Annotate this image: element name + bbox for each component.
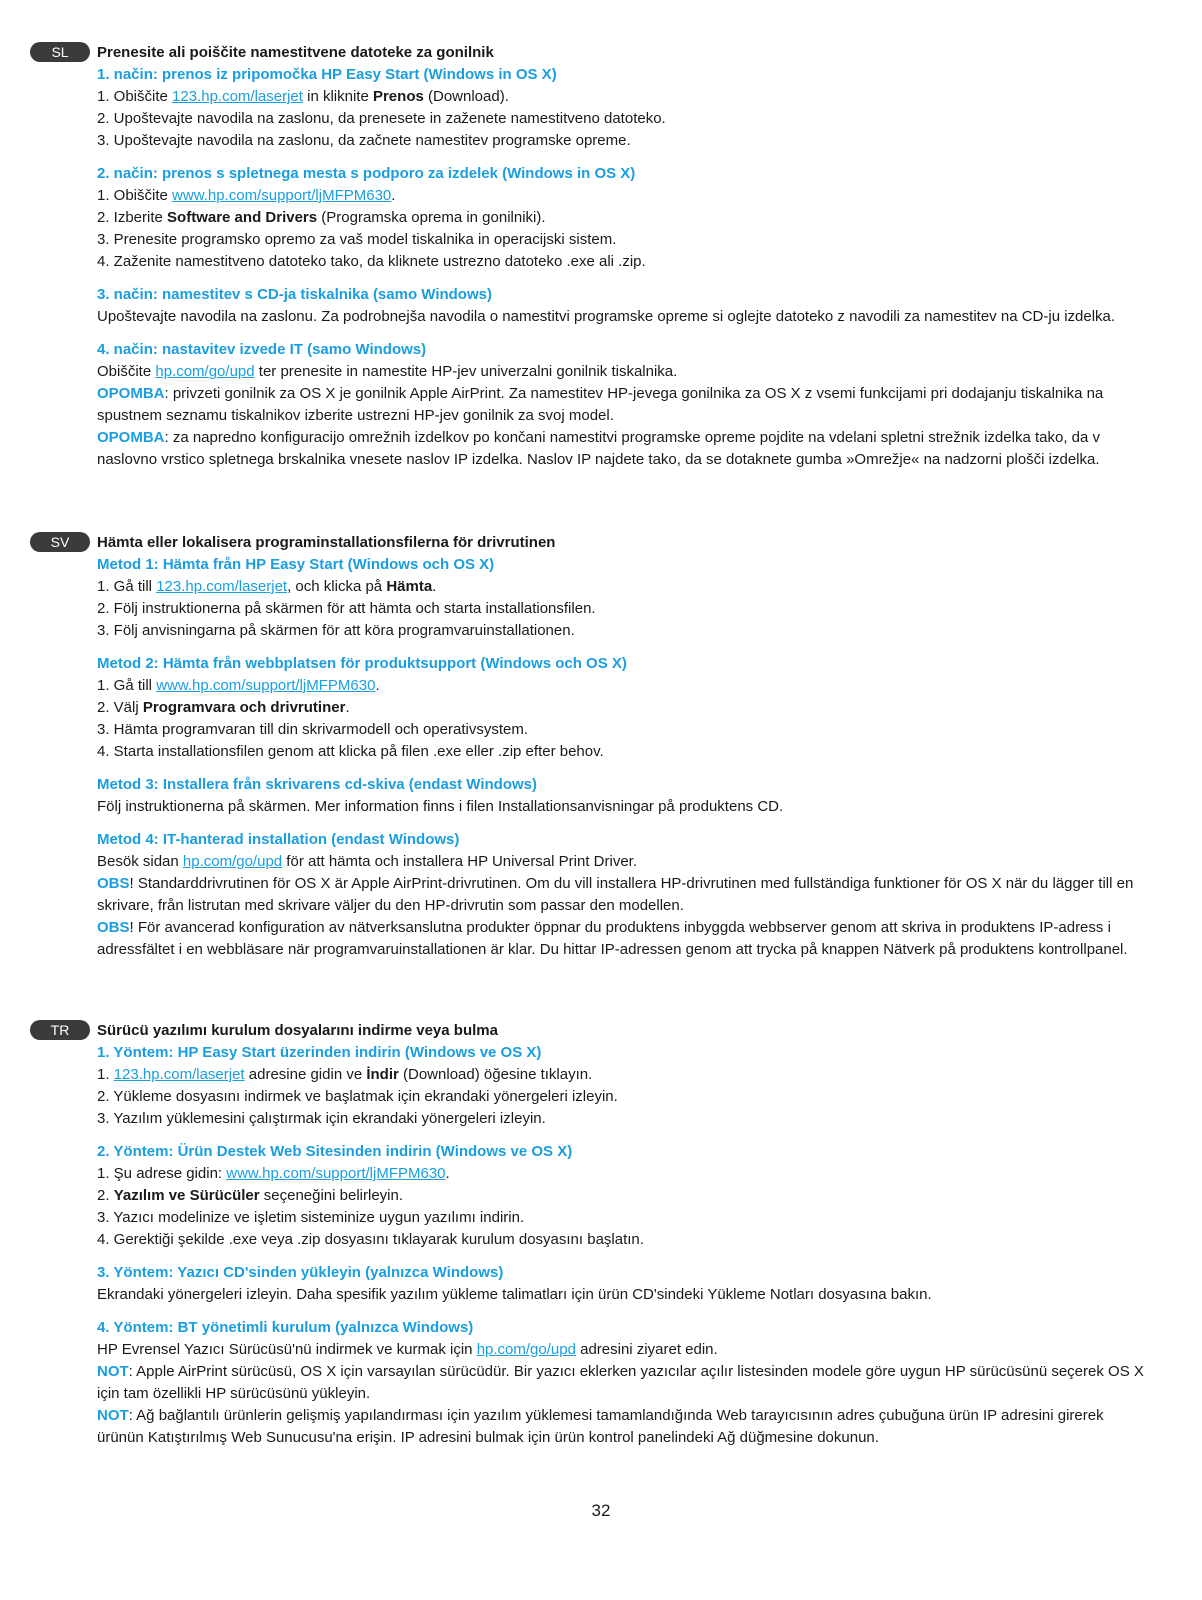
step: 1. Şu adrese gidin: www.hp.com/support/ljMFPM630.: [97, 1165, 450, 1182]
method-title: 4. Yöntem: BT yönetimli kurulum (yalnızca Windows): [97, 1319, 474, 1336]
section-heading: Sürücü yazılımı kurulum dosyalarını indirme veya bulma: [97, 1022, 498, 1039]
section-heading: Prenesite ali poiščite namestitvene datoteke za gonilnik: [97, 44, 494, 61]
paragraph: HP Evrensel Yazıcı Sürücüsü'nü indirmek ve kurmak için hp.com/go/upd adresini ziyaret edin.: [97, 1341, 718, 1358]
method-2: [97, 163, 1150, 273]
step: 3. Hämta programvaran till din skrivarmodell och operativsystem.: [97, 721, 528, 738]
language-badge: TR: [30, 1020, 90, 1040]
link[interactable]: 123.hp.com/laserjet: [172, 88, 303, 105]
note-label: OPOMBA: [97, 385, 165, 402]
note: OBS! Standarddrivrutinen för OS X är Apple AirPrint-drivrutinen. Om du vill installera HP-drivrutinen med fullständiga funktioner för OS X när du lägger till en skrivare, från listrutan med skrivare väljer du den HP-drivrutin som passar den modellen.: [97, 875, 1134, 914]
note-label: OBS: [97, 919, 130, 936]
section-heading: Hämta eller lokalisera programinstallationsfilerna för drivrutinen: [97, 534, 556, 551]
section-tr: [30, 1020, 1150, 1449]
note: OPOMBA: za napredno konfiguracijo omrežnih izdelkov po končani namestitvi programske opreme pojdite na vdelani spletni strežnik izdelka tako, da v naslovno vrstico spletnega brskalnika vnesete naslov IP izdelka. Naslov IP najdete tako, da se dotaknete gumba »Omrežje« na nadzorni plošči izdelka.: [97, 429, 1101, 468]
step: 2. Välj Programvara och drivrutiner.: [97, 699, 350, 716]
language-badge: SL: [30, 42, 90, 62]
step: 3. Följ anvisningarna på skärmen för att köra programvaruinstallationen.: [97, 622, 575, 639]
section-sl: [30, 42, 1150, 471]
step: 2. Yazılım ve Sürücüler seçeneğini belirleyin.: [97, 1187, 404, 1204]
link[interactable]: hp.com/go/upd: [182, 853, 283, 870]
method-1: [97, 554, 1150, 642]
method-title: Metod 3: Installera från skrivarens cd-skiva (endast Windows): [97, 776, 537, 793]
method-title: Metod 2: Hämta från webbplatsen för produktsupport (Windows och OS X): [97, 655, 627, 672]
method-3: [97, 284, 1150, 328]
note: OBS! För avancerad konfiguration av nätverksanslutna produkter öppnar du produktens inbyggda webbserver genom att skriva in produktens IP-adress i adressfältet i en webbläsare när programvaruinstallationen är klar. Du hittar IP-adressen genom att trycka på knappen Nätverk på produktens kontrollpanel.: [97, 919, 1128, 958]
note: NOT: Ağ bağlantılı ürünlerin gelişmiş yapılandırması için yazılım yüklemesi tamamlandığında Web tarayıcısının adres çubuğuna ürün IP adresini girerek ürünün Katıştırılmış Web Sunucusu'na erişin. IP adresini bulmak için ürün kontrol panelindeki Ağ düğmesine dokunun.: [97, 1407, 1104, 1446]
method-title: 1. način: prenos iz pripomočka HP Easy Start (Windows in OS X): [97, 66, 557, 83]
step: 2. Upoštevajte navodila na zaslonu, da prenesete in zaženete namestitveno datoteko.: [97, 110, 666, 127]
method-title: Metod 1: Hämta från HP Easy Start (Windows och OS X): [97, 556, 495, 573]
section-content: [97, 1020, 1150, 1449]
link[interactable]: hp.com/go/upd: [476, 1341, 576, 1358]
method-title: 1. Yöntem: HP Easy Start üzerinden indirin (Windows ve OS X): [97, 1044, 542, 1061]
step: 1. 123.hp.com/laserjet adresine gidin ve İndir (Download) öğesine tıklayın.: [97, 1066, 593, 1083]
paragraph: Ekrandaki yönergeleri izleyin. Daha spesifik yazılım yükleme talimatları için ürün CD'sindeki Yükleme Notları dosyasına bakın.: [97, 1286, 932, 1303]
link[interactable]: www.hp.com/support/ljMFPM630: [226, 1165, 446, 1182]
step: 4. Zaženite namestitveno datoteko tako, da kliknete ustrezno datoteko .exe ali .zip.: [97, 253, 646, 270]
link[interactable]: 123.hp.com/laserjet: [156, 578, 288, 595]
method-4: [97, 1317, 1150, 1449]
link[interactable]: 123.hp.com/laserjet: [113, 1066, 245, 1083]
step: 3. Yazıcı modelinize ve işletim sisteminize uygun yazılımı indirin.: [97, 1209, 525, 1226]
method-title: 2. Yöntem: Ürün Destek Web Sitesinden indirin (Windows ve OS X): [97, 1143, 573, 1160]
paragraph: Besök sidan hp.com/go/upd för att hämta och installera HP Universal Print Driver.: [97, 853, 637, 870]
paragraph: Upoštevajte navodila na zaslonu. Za podrobnejša navodila o namestitvi programske opreme si oglejte datoteko z navodili za namestitev na CD-ju izdelka.: [97, 308, 1116, 325]
note-label: OBS: [97, 875, 130, 892]
link[interactable]: hp.com/go/upd: [155, 363, 255, 380]
paragraph: Följ instruktionerna på skärmen. Mer information finns i filen Installationsanvisningar på produktens CD.: [97, 798, 784, 815]
method-title: 4. način: nastavitev izvede IT (samo Windows): [97, 341, 427, 358]
method-1: [97, 64, 1150, 152]
method-title: 2. način: prenos s spletnega mesta s podporo za izdelek (Windows in OS X): [97, 165, 636, 182]
step: 4. Gerektiği şekilde .exe veya .zip dosyasını tıklayarak kurulum dosyasını başlatın.: [97, 1231, 644, 1248]
step: 3. Upoštevajte navodila na zaslonu, da začnete namestitev programske opreme.: [97, 132, 631, 149]
note-label: OPOMBA: [97, 429, 165, 446]
section-content: [97, 532, 1150, 961]
page-number: 32: [591, 1501, 611, 1520]
note-label: NOT: [97, 1407, 129, 1424]
section-content: [97, 42, 1150, 471]
link[interactable]: www.hp.com/support/ljMFPM630: [156, 677, 376, 694]
step: 1. Obiščite www.hp.com/support/ljMFPM630.: [97, 187, 396, 204]
paragraph: Obiščite hp.com/go/upd ter prenesite in namestite HP-jev univerzalni gonilnik tiskalnika.: [97, 363, 678, 380]
method-1: [97, 1042, 1150, 1130]
method-title: 3. Yöntem: Yazıcı CD'sinden yükleyin (yalnızca Windows): [97, 1264, 504, 1281]
section-sv: [30, 532, 1150, 961]
method-2: [97, 1141, 1150, 1251]
method-title: Metod 4: IT-hanterad installation (endast Windows): [97, 831, 460, 848]
step: 1. Gå till www.hp.com/support/ljMFPM630.: [97, 677, 380, 694]
method-3: [97, 1262, 1150, 1306]
step: 2. Izberite Software and Drivers (Programska oprema in gonilniki).: [97, 209, 546, 226]
method-3: [97, 774, 1150, 818]
step: 1. Obiščite 123.hp.com/laserjet in kliknite Prenos (Download).: [97, 88, 509, 105]
step: 3. Yazılım yüklemesini çalıştırmak için ekrandaki yönergeleri izleyin.: [97, 1110, 546, 1127]
method-4: [97, 829, 1150, 961]
method-4: [97, 339, 1150, 471]
language-badge: SV: [30, 532, 90, 552]
link[interactable]: www.hp.com/support/ljMFPM630: [172, 187, 392, 204]
method-title: 3. način: namestitev s CD-ja tiskalnika (samo Windows): [97, 286, 492, 303]
step: 2. Yükleme dosyasını indirmek ve başlatmak için ekrandaki yönergeleri izleyin.: [97, 1088, 618, 1105]
note-label: NOT: [97, 1363, 129, 1380]
step: 4. Starta installationsfilen genom att klicka på filen .exe eller .zip efter behov.: [97, 743, 604, 760]
step: 1. Gå till 123.hp.com/laserjet, och klicka på Hämta.: [97, 578, 437, 595]
method-2: [97, 653, 1150, 763]
step: 2. Följ instruktionerna på skärmen för att hämta och starta installationsfilen.: [97, 600, 596, 617]
note: OPOMBA: privzeti gonilnik za OS X je gonilnik Apple AirPrint. Za namestitev HP-jevega gonilnika za OS X z vsemi funkcijami pri dodajanju tiskalnika na spustnem seznamu tiskalnikov izberite ustrezni HP-jev gonilnik za svoj model.: [97, 385, 1104, 424]
step: 3. Prenesite programsko opremo za vaš model tiskalnika in operacijski sistem.: [97, 231, 617, 248]
note: NOT: Apple AirPrint sürücüsü, OS X için varsayılan sürücüdür. Bir yazıcı eklerken yazıcılar açılır listesinden modele göre uygun HP sürücüsünü seçerek OS X için tam özellikli HP sürücüsünü yükleyin.: [97, 1363, 1144, 1402]
